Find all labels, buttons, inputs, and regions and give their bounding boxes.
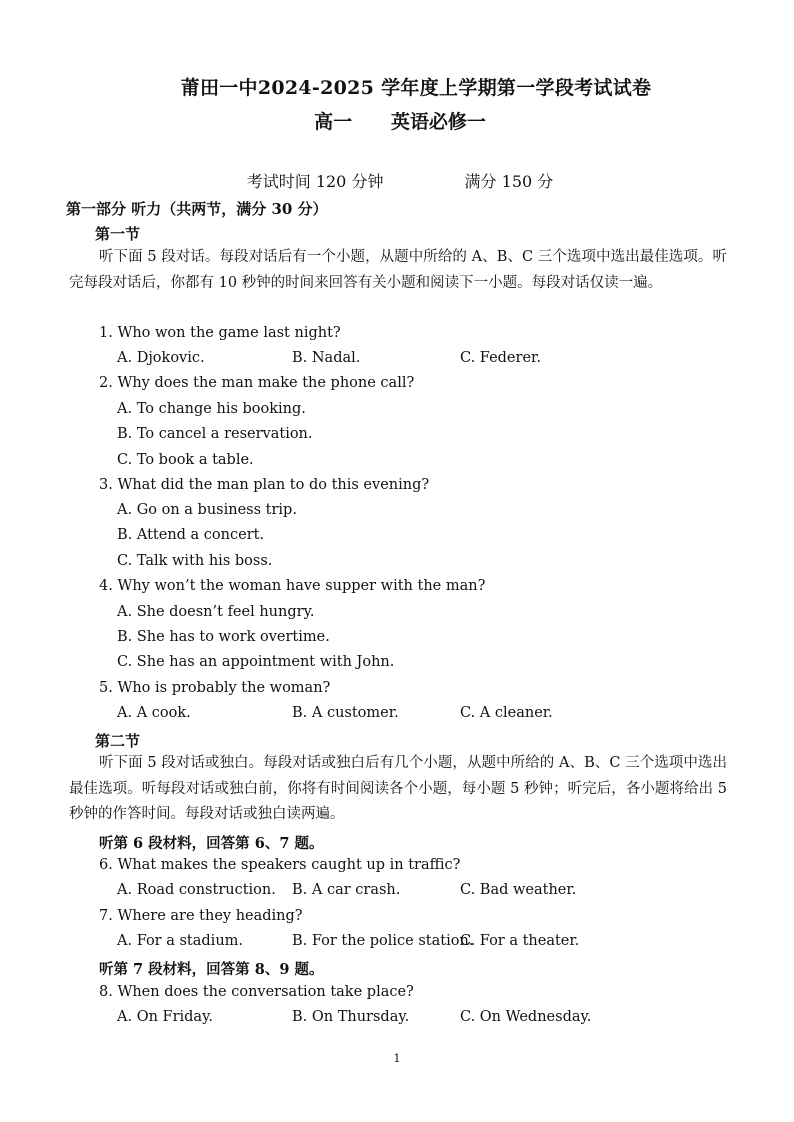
q2-option-b: B. To cancel a reservation.: [117, 426, 313, 442]
q2-option-a: A. To change his booking.: [117, 401, 306, 417]
q3-option-b: B. Attend a concert.: [117, 527, 265, 543]
q6-option-a: A. Road construction.: [117, 882, 276, 898]
subject-label: 英语必修一: [390, 111, 486, 133]
q8-option-a: A. On Friday.: [117, 1009, 213, 1025]
q8-option-b: B. On Thursday.: [292, 1009, 410, 1025]
exam-time: 考试时间 120 分钟: [246, 172, 384, 191]
q5-option-b: B. A customer.: [292, 705, 399, 721]
question-5: 5. Who is probably the woman?: [99, 680, 331, 696]
q7-option-b: B. For the police station.: [292, 933, 474, 949]
q3-option-a: A. Go on a business trip.: [117, 502, 297, 518]
q1-option-c: C. Federer.: [460, 350, 541, 366]
section1-heading: 第一节: [95, 225, 141, 243]
q1-option-a: A. Djokovic.: [117, 350, 205, 366]
part1-heading: 第一部分 听力（共两节，满分 30 分）: [66, 200, 328, 218]
question-1: 1. Who won the game last night?: [99, 325, 341, 341]
q4-option-a: A. She doesn’t feel hungry.: [117, 604, 315, 620]
q7-option-c: C. For a theater.: [460, 933, 580, 949]
q1-option-b: B. Nadal.: [292, 350, 361, 366]
group1-heading: 听第 6 段材料，回答第 6、7 题。: [99, 835, 324, 852]
q2-option-c: C. To book a table.: [117, 452, 254, 468]
exam-subtitle: [0, 107, 794, 134]
exam-meta: [0, 169, 794, 192]
q7-option-a: A. For a stadium.: [117, 933, 244, 949]
q5-option-c: C. A cleaner.: [460, 705, 553, 721]
exam-title: 莆田一中2024-2025 学年度上学期第一学段考试试卷: [180, 77, 652, 99]
section1-instructions: 听下面 5 段对话。每段对话后有一个小题，从题中所给的 A、B、C 三个选项中选出最佳选项。听完每段对话后，你都有 10 秒钟的时间来回答有关小题和阅读下一小题。每段对话仅读一遍。: [69, 249, 727, 291]
full-score: 满分 150 分: [464, 172, 554, 191]
q6-option-c: C. Bad weather.: [460, 882, 577, 898]
q4-option-b: B. She has to work overtime.: [117, 629, 330, 645]
question-6: 6. What makes the speakers caught up in traffic?: [99, 857, 461, 873]
group2-heading: 听第 7 段材料，回答第 8、9 题。: [99, 961, 324, 978]
question-4: 4. Why won’t the woman have supper with the man?: [99, 578, 486, 594]
section2-instructions: 听下面 5 段对话或独白。每段对话或独白后有几个小题，从题中所给的 A、B、C 三个选项中选出最佳选项。听每段对话或独白前，你将有时间阅读各个小题，每小题 5 秒钟；听完后，各小题将给出 5 秒钟的作答时间。每段对话或独白读两遍。: [69, 755, 727, 822]
q8-option-c: C. On Wednesday.: [460, 1009, 592, 1025]
question-3: 3. What did the man plan to do this evening?: [99, 477, 430, 493]
section2-heading: 第二节: [95, 732, 141, 750]
grade-label: 高一: [314, 111, 353, 133]
q5-option-a: A. A cook.: [117, 705, 191, 721]
q6-option-b: B. A car crash.: [292, 882, 401, 898]
page-number: 1: [393, 1052, 401, 1065]
question-2: 2. Why does the man make the phone call?: [99, 375, 415, 391]
q3-option-c: C. Talk with his boss.: [117, 553, 273, 569]
q4-option-c: C. She has an appointment with John.: [117, 654, 395, 670]
question-7: 7. Where are they heading?: [99, 908, 303, 924]
question-8: 8. When does the conversation take place?: [99, 984, 414, 1000]
